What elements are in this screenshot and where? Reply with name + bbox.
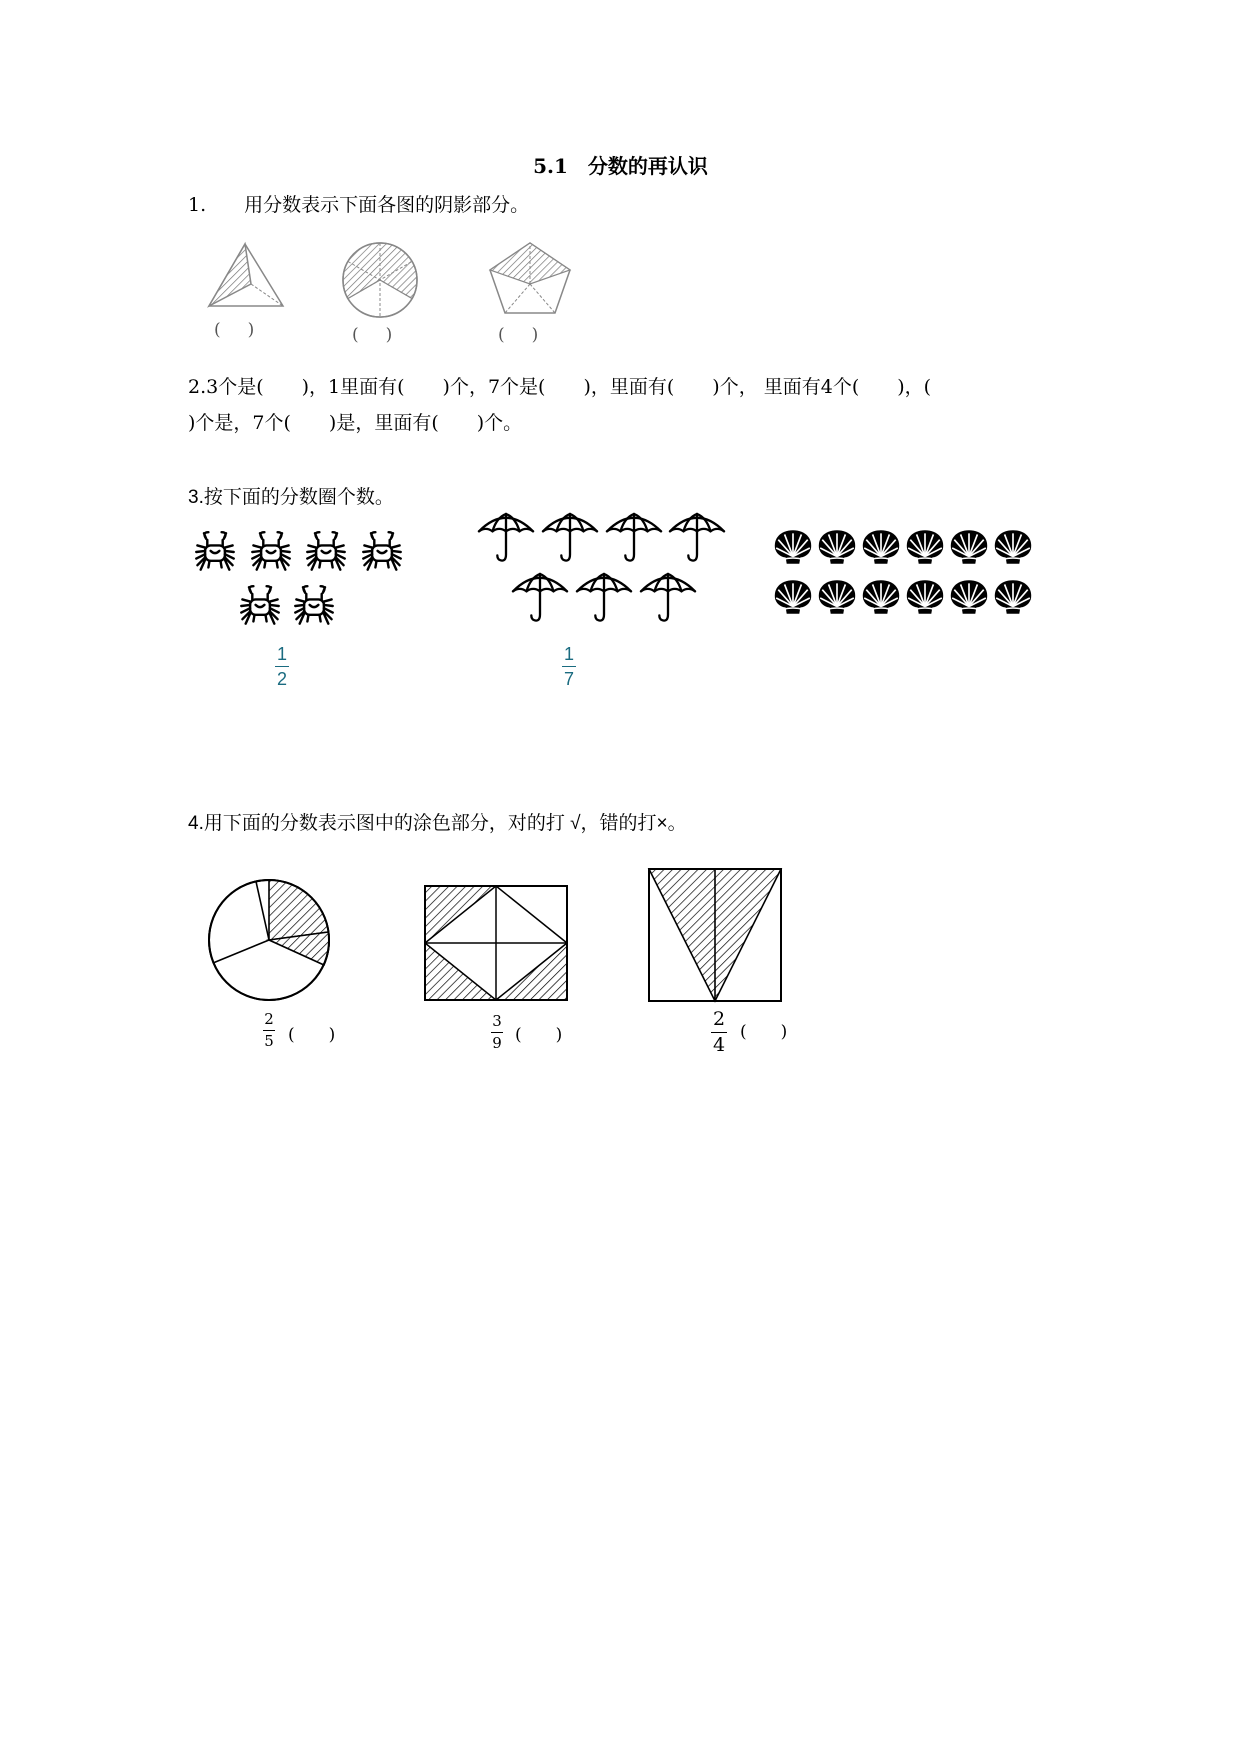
umbrella-icon[interactable]: [477, 512, 535, 566]
answer-slot[interactable]: ( ): [352, 325, 393, 345]
shell-icon[interactable]: [992, 528, 1034, 566]
shaded-square-triangle-figure: [648, 868, 782, 1002]
shell-icon[interactable]: [772, 528, 814, 566]
crab-icon[interactable]: [193, 530, 237, 574]
umbrella-icon[interactable]: [639, 572, 697, 626]
answer-slot[interactable]: ( ): [288, 1025, 336, 1045]
crab-icon[interactable]: [249, 530, 293, 574]
shell-icon[interactable]: [816, 578, 858, 616]
question-1-text: 1. 用分数表示下面各图的阴影部分。: [188, 194, 530, 216]
fraction-two-fifths: 2 5: [264, 1010, 274, 1050]
shaded-rectangle-figure: [424, 885, 568, 1001]
shell-icon[interactable]: [772, 578, 814, 616]
shell-icon[interactable]: [904, 578, 946, 616]
question-4-text: 4.用下面的分数表示图中的涂色部分，对的打 √，错的打×。: [188, 813, 687, 834]
fraction-one-seventh: 1 7: [563, 644, 574, 689]
umbrella-icon[interactable]: [605, 512, 663, 566]
answer-slot[interactable]: ( ): [740, 1022, 788, 1042]
crab-icon[interactable]: [292, 584, 336, 628]
question-3-text: 3.按下面的分数圈个数。: [188, 487, 394, 508]
crab-icon[interactable]: [304, 530, 348, 574]
shell-icon[interactable]: [860, 578, 902, 616]
shell-icon[interactable]: [904, 528, 946, 566]
fraction-one-half: 1 2: [276, 644, 287, 689]
shell-icon[interactable]: [992, 578, 1034, 616]
shaded-circle-sectors-figure: [206, 877, 332, 1003]
umbrella-icon[interactable]: [511, 572, 569, 626]
page-title: 5.1 分数的再认识: [533, 154, 708, 178]
crab-icon[interactable]: [360, 530, 404, 574]
fraction-two-fourths: 2 4: [712, 1008, 726, 1056]
umbrella-icon[interactable]: [668, 512, 726, 566]
question-2-line-1: 2.3个是( )，1里面有( )个，7个是( )，里面有( )个， 里面有4个( )，(: [188, 376, 932, 398]
crab-icon[interactable]: [238, 584, 282, 628]
answer-slot[interactable]: ( ): [515, 1025, 563, 1045]
answer-slot[interactable]: ( ): [214, 320, 255, 340]
shaded-triangle-figure: [205, 240, 285, 312]
shaded-pentagon-figure: [487, 240, 573, 316]
fraction-three-ninths: 3 9: [492, 1012, 502, 1052]
shell-icon[interactable]: [860, 528, 902, 566]
shell-icon[interactable]: [948, 578, 990, 616]
answer-slot[interactable]: ( ): [498, 325, 539, 345]
umbrella-icon[interactable]: [541, 512, 599, 566]
question-2-line-2: )个是，7个( )是，里面有( )个。: [188, 412, 523, 434]
umbrella-icon[interactable]: [575, 572, 633, 626]
shell-icon[interactable]: [948, 528, 990, 566]
shell-icon[interactable]: [816, 528, 858, 566]
shaded-circle-figure: [340, 240, 420, 320]
